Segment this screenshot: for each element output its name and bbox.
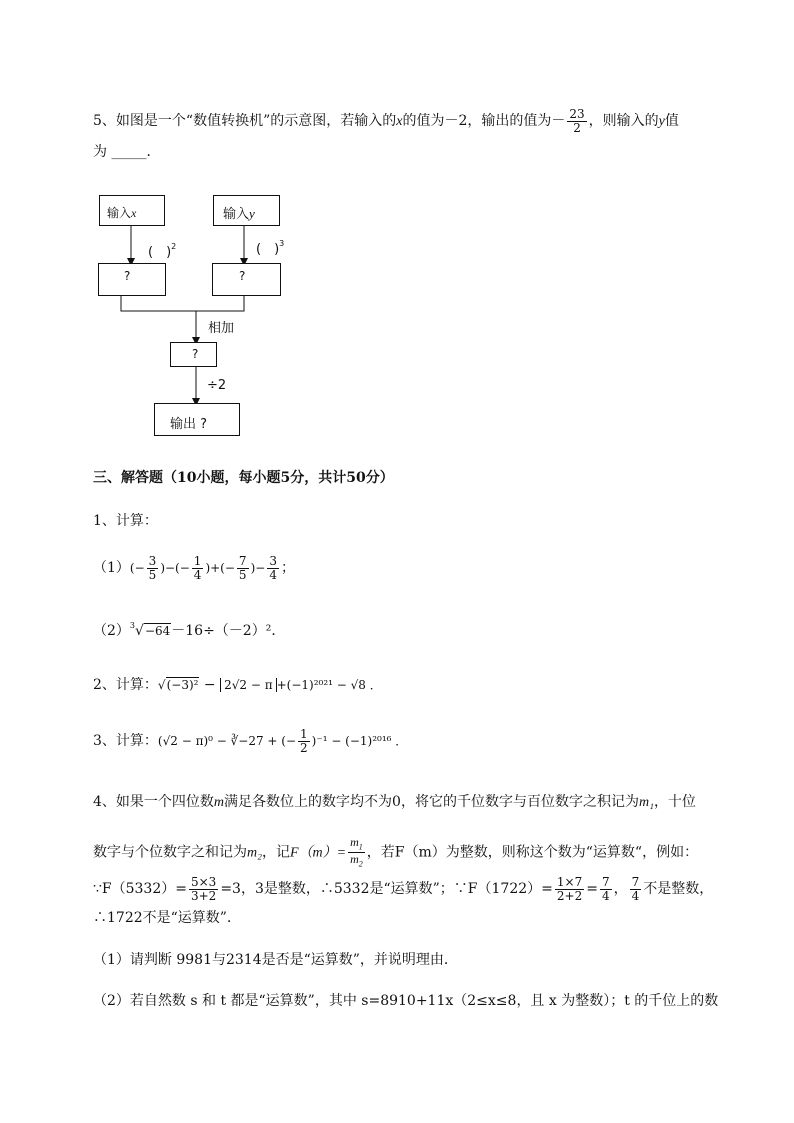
cube-label xyxy=(256,238,284,257)
p3-fraction xyxy=(298,728,310,754)
ex3-den: 4 xyxy=(601,888,610,903)
p4-l1a: 4、如果一个四位数 xyxy=(93,794,214,810)
ex1-num: 5×3 xyxy=(190,875,217,889)
ex3-num: 7 xyxy=(601,875,610,889)
q5-text-a: 5、如图是一个“数值转换机”的示意图，若输入的 xyxy=(93,113,397,130)
input-y-box xyxy=(213,195,280,226)
m1-over-m2: $\frac{m_1}{m_2}$ xyxy=(350,835,363,869)
var-x: x xyxy=(396,114,403,130)
q5-text-d: 值 xyxy=(664,113,679,130)
var-m2: m₂ xyxy=(247,845,262,861)
root-index: 3 xyxy=(129,621,136,630)
input-x-var: x xyxy=(131,206,137,220)
frac-3-4: $\frac{3}{4}$ xyxy=(269,554,277,582)
cube-result-box: ? xyxy=(212,263,281,296)
q5-text-b: 的值为－2，输出的值为－ xyxy=(402,113,566,130)
p4-line4: ∴1722不是“运算数”． xyxy=(93,910,241,926)
p2: 2、计算：√(−3)² − 2√2 − π +(−1)²⁰²¹ − √8 ． xyxy=(93,677,382,693)
divide-label: ÷2 xyxy=(207,378,227,393)
flow-diagram xyxy=(0,0,794,450)
p3-expr2: )⁻¹ − (−1)²⁰¹⁶ ． xyxy=(311,734,408,749)
ex1-fraction xyxy=(189,876,218,902)
p4-l1c: ，十位 xyxy=(653,794,696,810)
p3-expr1: (√2 − π)⁰ − ∛−27 + (− xyxy=(157,734,297,749)
radicand: −64 xyxy=(144,624,171,638)
p1-s2-label: （2） xyxy=(93,623,130,639)
p4-l3b: =3，3是整数，∴5332是“运算数”；∵F（1722）= xyxy=(220,881,553,898)
square-result-box: ? xyxy=(98,263,166,296)
ex4-fraction: $\frac{7}{4}$ xyxy=(631,875,640,903)
ex2-den: 2+2 xyxy=(556,888,583,903)
p1-sub1: （1）(− $\frac{3}{5}$ )−(− $\frac{1}{4}$ )+(− $\frac{7}{5}$ )− $\frac{3}{4}$ ； xyxy=(93,554,295,582)
p2-radicand: (−3)² xyxy=(166,678,199,692)
frac-3-5: $\frac{3}{5}$ xyxy=(148,554,157,582)
p4-l2a: 数字与个位数字之和记为 xyxy=(93,844,247,861)
p1-head: 1、计算： xyxy=(93,513,158,529)
q5-text-c: ，则输入的 xyxy=(588,113,659,130)
frac-1-4: $\frac{1}{4}$ xyxy=(193,554,202,582)
sum-box: ? xyxy=(170,342,217,367)
square-label xyxy=(148,241,176,260)
section-title: 三、解答题（10小题，每小题5分，共计50分） xyxy=(93,470,394,486)
frac-num: 23 xyxy=(569,107,585,121)
p4-l1b: 满足各数位上的数字均不为0，将它的千位数字与百位数字之积记为 xyxy=(224,794,639,810)
p2-abs: 2√2 − π xyxy=(220,678,277,692)
p4-l2b: ，记 xyxy=(261,844,290,861)
p3-frac-den: 2 xyxy=(300,740,308,755)
p4-l2c: F（m）= xyxy=(289,845,347,861)
square-paren: ( ) xyxy=(148,245,172,260)
p4-l3c: = xyxy=(586,881,598,898)
output-box: 输出 ? xyxy=(154,403,240,436)
p4-sub1: （1）请判断 9981与2314是否是“运算数”，并说明理由． xyxy=(93,952,458,968)
p2-rest: +(−1)²⁰²¹ − √8 ． xyxy=(276,678,382,692)
frac-den: 2 xyxy=(573,120,581,135)
p4-sub2: （2）若自然数 s 和 t 都是“运算数”，其中 s=8910+11x（2≤x≤8，且 x 为整数）；t 的千位上的数 xyxy=(93,993,719,1009)
ex3-fraction xyxy=(600,876,612,902)
square-exp: 2 xyxy=(171,242,177,251)
p3-head: 3、计算： xyxy=(93,733,158,750)
ex1-den: 3+2 xyxy=(190,888,217,903)
cube-exp: 3 xyxy=(279,239,285,248)
p3-frac-num: 1 xyxy=(300,727,308,741)
var-m: m xyxy=(213,795,225,810)
p4-line3 xyxy=(93,876,713,902)
p4-l3a: ∵F（5332）= xyxy=(93,881,187,898)
input-x-box xyxy=(99,195,165,226)
p4-l3e: 不是整数， xyxy=(643,881,714,898)
p1-s2-rest: －16÷（－2）²． xyxy=(171,623,286,639)
p4-l2d: ，若F（m）为整数，则称这个数为“运算数“，例如： xyxy=(366,844,699,861)
p4-line2 xyxy=(93,836,698,869)
p1-s1-end: ； xyxy=(280,560,295,577)
ex2-fraction xyxy=(555,876,584,902)
cube-paren: ( ) xyxy=(256,242,280,257)
p1-sub2: $(2)^3√-64-16\div(-2)^2$． xyxy=(93,621,286,639)
q5-line2: 为 _____． xyxy=(93,144,161,160)
frac-7-5: $\frac{7}{5}$ xyxy=(238,554,247,582)
p3 xyxy=(93,728,407,754)
p4-line1 xyxy=(93,795,696,810)
add-label: 相加 xyxy=(208,321,235,336)
input-x-label: 输入 xyxy=(107,206,132,220)
var-y: y xyxy=(658,114,665,130)
input-y-label: 输入 xyxy=(223,207,250,222)
ex2-num: 1×7 xyxy=(556,875,583,889)
p4-l3d: ， xyxy=(613,881,628,898)
p2-head: 2、计算： xyxy=(93,677,158,693)
p1-s1-label: （1） xyxy=(93,560,130,577)
var-m1: m₁ xyxy=(638,795,654,810)
input-y-var: y xyxy=(249,206,255,221)
